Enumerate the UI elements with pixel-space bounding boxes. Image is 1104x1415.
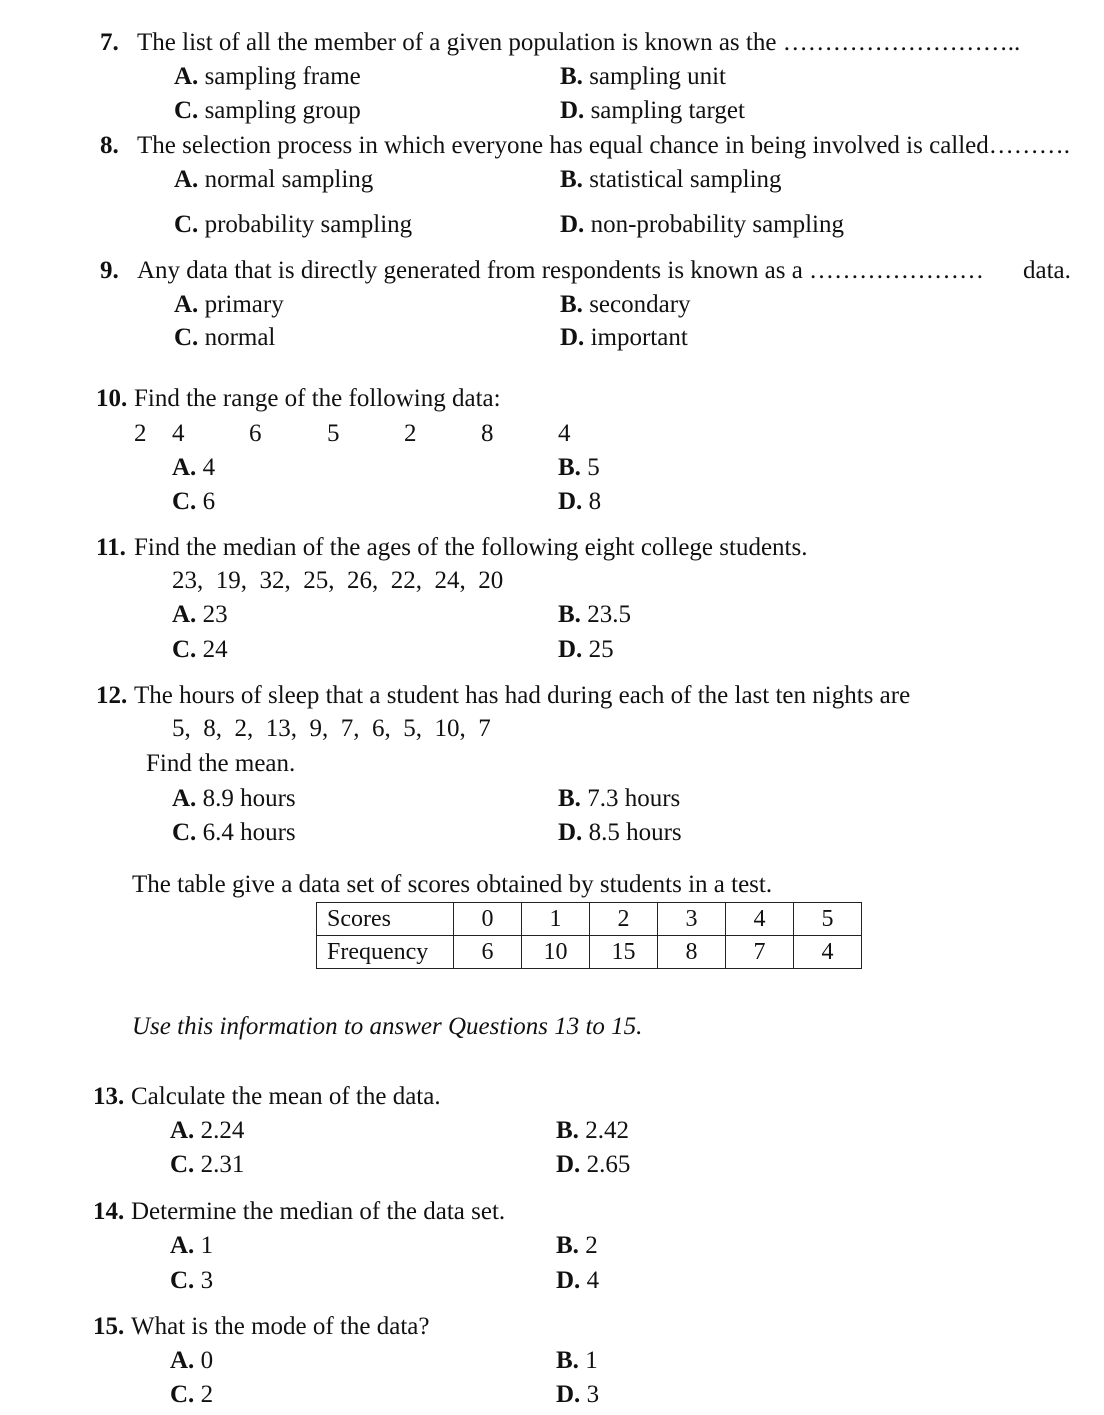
frequency-label: Frequency: [317, 936, 454, 969]
q11-option-a: A. 23: [172, 601, 228, 628]
q8-option-c: C. probability sampling: [174, 211, 413, 238]
q10-value: 8: [481, 420, 494, 447]
score-cell: 4: [726, 903, 794, 936]
q11-text: Find the median of the ages of the following eight college students.: [134, 534, 808, 561]
q8-option-b: B. statistical sampling: [560, 166, 782, 193]
q10-value: 4: [172, 420, 185, 447]
q8-option-a: A. normal sampling: [174, 166, 374, 193]
q12-number: 12.: [96, 682, 128, 709]
q7-number: 7.: [100, 29, 119, 56]
q14-option-c: C. 3: [170, 1267, 214, 1294]
q10-option-d: D. 8: [558, 488, 602, 515]
instruction: Use this information to answer Questions 13 to 15.: [132, 1013, 643, 1040]
q13-text: Calculate the mean of the data.: [131, 1083, 441, 1110]
q11-data: 23, 19, 32, 25, 26, 22, 24, 20: [172, 567, 504, 594]
frequency-table: [316, 902, 862, 969]
q12-text: The hours of sleep that a student has had during each of the last ten nights are: [134, 682, 911, 709]
scores-label: Scores: [317, 903, 454, 936]
q14-text: Determine the median of the data set.: [131, 1198, 506, 1225]
q14-option-a: A. 1: [170, 1232, 214, 1259]
q9-option-b: B. secondary: [560, 291, 691, 318]
q12-option-b: B. 7.3 hours: [558, 785, 681, 812]
q15-option-a: A. 0: [170, 1347, 214, 1374]
score-cell: 3: [658, 903, 726, 936]
q12-option-c: C. 6.4 hours: [172, 819, 296, 846]
q9-text-tail: data.: [1023, 257, 1071, 284]
q10-value: 5: [327, 420, 340, 447]
score-cell: 2: [590, 903, 658, 936]
q10-value: 2: [404, 420, 417, 447]
q10-text: Find the range of the following data:: [134, 385, 501, 412]
q15-option-c: C. 2: [170, 1381, 214, 1408]
q13-option-d: D. 2.65: [556, 1151, 631, 1178]
q10-option-b: B. 5: [558, 454, 600, 481]
frequency-cell: 4: [794, 936, 862, 969]
q13-number: 13.: [93, 1083, 125, 1110]
score-cell: 1: [522, 903, 590, 936]
q10-option-c: C. 6: [172, 488, 216, 515]
q15-text: What is the mode of the data?: [131, 1313, 430, 1340]
q12-option-a: A. 8.9 hours: [172, 785, 296, 812]
q14-option-d: D. 4: [556, 1267, 600, 1294]
q8-text: The selection process in which everyone has equal chance in being involved is called……….: [137, 132, 1071, 159]
q7-option-d: D. sampling target: [560, 97, 745, 124]
q13-option-b: B. 2.42: [556, 1117, 629, 1144]
table-intro: The table give a data set of scores obtained by students in a test.: [132, 871, 773, 898]
q15-option-b: B. 1: [556, 1347, 598, 1374]
q14-option-b: B. 2: [556, 1232, 598, 1259]
q8-option-d: D. non-probability sampling: [560, 211, 845, 238]
q9-option-d: D. important: [560, 324, 688, 351]
q7-text: The list of all the member of a given population is known as the ………………………..: [137, 29, 1021, 56]
q13-option-c: C. 2.31: [170, 1151, 245, 1178]
frequency-cell: 6: [454, 936, 522, 969]
q9-text: Any data that is directly generated from respondents is known as a …………………: [137, 257, 985, 284]
q10-option-a: A. 4: [172, 454, 216, 481]
frequency-row: [317, 936, 862, 969]
q14-number: 14.: [93, 1198, 125, 1225]
q11-option-c: C. 24: [172, 636, 228, 663]
q10-value: 2: [134, 420, 147, 447]
q8-number: 8.: [100, 132, 119, 159]
q11-option-b: B. 23.5: [558, 601, 631, 628]
q9-option-c: C. normal: [174, 324, 276, 351]
q7-option-c: C. sampling group: [174, 97, 361, 124]
q9-option-a: A. primary: [174, 291, 284, 318]
q9-number: 9.: [100, 257, 119, 284]
frequency-cell: 10: [522, 936, 590, 969]
q7-option-a: A. sampling frame: [174, 63, 361, 90]
score-cell: 0: [454, 903, 522, 936]
q12-subtext: Find the mean.: [146, 750, 296, 777]
q11-option-d: D. 25: [558, 636, 614, 663]
scores-row: [317, 903, 862, 936]
q10-value: 4: [558, 420, 571, 447]
q12-data: 5, 8, 2, 13, 9, 7, 6, 5, 10, 7: [172, 715, 491, 742]
q15-number: 15.: [93, 1313, 125, 1340]
frequency-cell: 7: [726, 936, 794, 969]
q13-option-a: A. 2.24: [170, 1117, 245, 1144]
q10-number: 10.: [96, 385, 128, 412]
q7-option-b: B. sampling unit: [560, 63, 726, 90]
frequency-cell: 8: [658, 936, 726, 969]
q12-option-d: D. 8.5 hours: [558, 819, 682, 846]
q11-number: 11.: [96, 534, 126, 561]
q10-value: 6: [249, 420, 262, 447]
q15-option-d: D. 3: [556, 1381, 600, 1408]
score-cell: 5: [794, 903, 862, 936]
frequency-cell: 15: [590, 936, 658, 969]
